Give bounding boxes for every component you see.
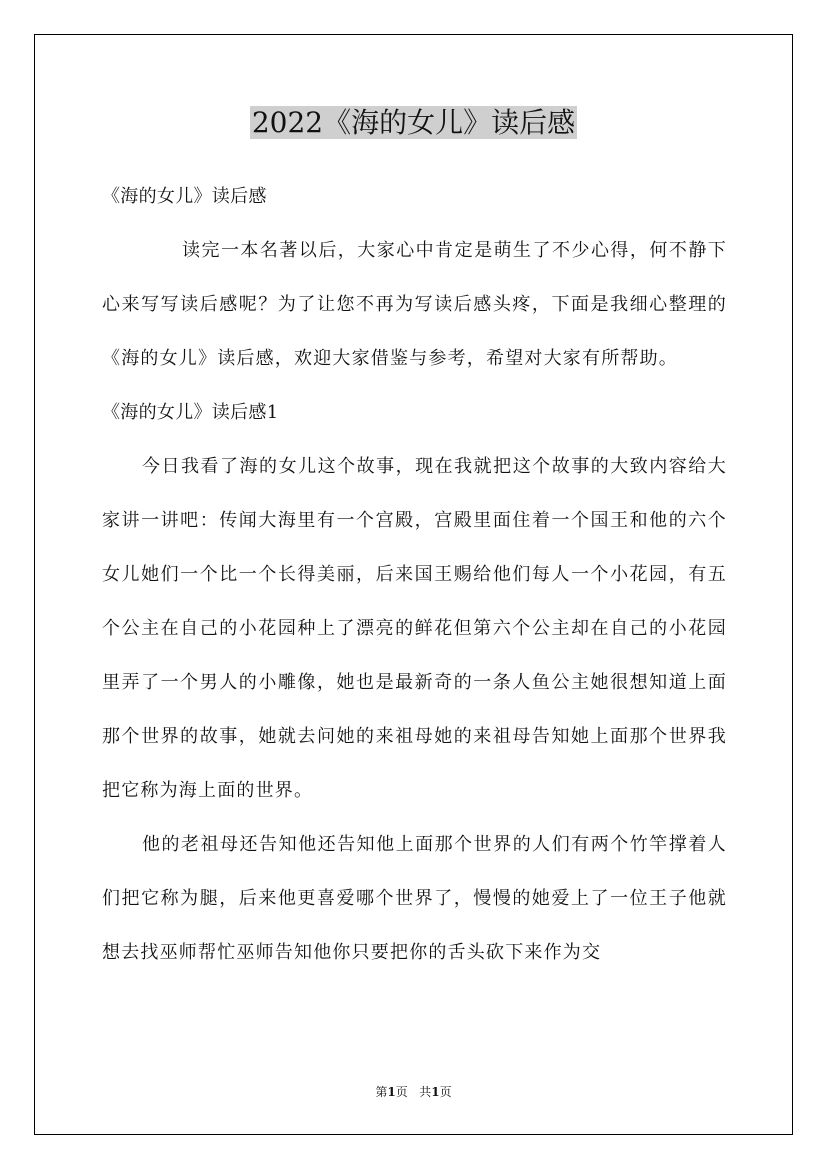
total-prefix: 共: [419, 1085, 432, 1099]
section-heading: 《海的女儿》读后感1: [102, 402, 279, 423]
total-pages: 1: [431, 1085, 440, 1099]
body-paragraph-1: 今日我看了海的女儿这个故事，现在我就把这个故事的大致内容给大家讲一讲吧：传闻大海里有一个宫殿，宫殿里面住着一个国王和他的六个女儿她们一个比一个长得美丽，后来国王赐给他们每人一个小花园，有五个公主在自己的小花园种上了漂亮的鲜花但第六个公主却在自己的小花园里弄了一个男人的小雕像，她也是最新奇的一条人鱼公主她很想知道上面那个世界的故事，她就去问她的来祖母她的来祖母告知她上面那个世界我把它称为海上面的世界。: [102, 456, 727, 801]
page-prefix: 第: [375, 1085, 388, 1099]
page-number: 1: [387, 1085, 396, 1099]
document-body: [102, 170, 727, 980]
body-paragraph-2: 他的老祖母还告知他还告知他上面那个世界的人们有两个竹竿撑着人们把它称为腿，后来他更喜爱哪个世界了，慢慢的她爱上了一位王子他就想去找巫师帮忙巫师告知他你只要把你的舌头砍下来作为交: [102, 834, 727, 963]
intro-paragraph: 读完一本名著以后，大家心中肯定是萌生了不少心得，何不静下心来写写读后感呢？为了让您不再为写读后感头疼，下面是我细心整理的《海的女儿》读后感，欢迎大家借鉴与参考，希望对大家有所帮助。: [102, 240, 727, 369]
document-title-text: 2022《海的女儿》读后感: [251, 106, 576, 139]
page-footer: [0, 1084, 827, 1100]
total-suffix: 页: [439, 1085, 452, 1099]
document-subtitle: 《海的女儿》读后感: [102, 186, 267, 207]
page-suffix: 页: [395, 1085, 408, 1099]
document-title: [0, 103, 827, 143]
